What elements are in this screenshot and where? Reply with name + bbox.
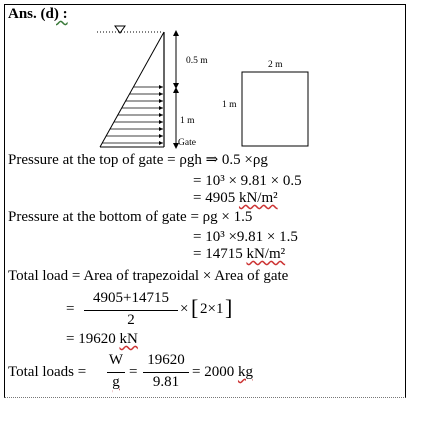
pressure-triangle-edge xyxy=(100,32,164,147)
pressure-arrow-head xyxy=(159,134,163,138)
top-pressure-heading: Pressure at the top of gate = ρgh ⇒ 0.5 ×ρg xyxy=(8,152,268,168)
bottom-pressure-step1: = 10³ ×9.81 × 1.5 xyxy=(193,229,298,245)
pressure-arrows xyxy=(102,85,163,145)
gate-height-label: 1 m xyxy=(180,116,195,126)
bottom-pressure-step2: = 14715 kN/m² xyxy=(193,246,286,262)
water-surface-symbol-icon xyxy=(115,26,125,33)
answer-label: Ans. (d) : xyxy=(8,6,68,22)
square-height-label: 1 m xyxy=(222,100,237,110)
load-numerator: 19620 xyxy=(147,352,185,368)
equals-sign-2: = xyxy=(129,364,138,380)
pressure-arrow-head xyxy=(159,113,163,117)
pressure-arrow-head xyxy=(159,141,163,145)
total-load-heading: Total load = Area of trapezoidal × Area of gate xyxy=(8,268,289,284)
gate-pressure-diagram xyxy=(0,0,428,160)
right-bracket: ] xyxy=(225,295,233,320)
top-pressure-step2: = 4905 kN/m² xyxy=(193,190,278,206)
load-denominator: 9.81 xyxy=(152,374,180,390)
bottom-pressure-heading: Pressure at the bottom of gate = ρg × 1.5 xyxy=(8,209,253,225)
pressure-arrow-head xyxy=(159,106,163,110)
pressure-arrow-head xyxy=(159,99,163,103)
equals-sign: = xyxy=(66,301,75,317)
final-mass: = 2000 kg xyxy=(192,364,253,380)
pressure-arrow-head xyxy=(159,85,163,89)
times-sign: × xyxy=(180,301,189,317)
total-loads-label: Total loads = xyxy=(8,364,87,380)
fraction-bar xyxy=(84,310,178,311)
pressure-arrow-head xyxy=(159,127,163,131)
bracket-content: 2×1 xyxy=(200,301,224,317)
top-pressure-step1: = 10³ × 9.81 × 0.5 xyxy=(193,173,302,189)
g-denominator: g xyxy=(112,374,120,390)
square-width-label: 2 m xyxy=(268,60,283,70)
fraction-denominator: 2 xyxy=(127,312,135,328)
load-fraction-bar xyxy=(143,372,189,373)
left-bracket: [ xyxy=(191,295,199,320)
total-load-result: = 19620 kN xyxy=(66,331,138,347)
pressure-arrow-head xyxy=(159,120,163,124)
gate-square xyxy=(242,72,308,146)
w-numerator: W xyxy=(108,352,124,368)
gate-label: Gate xyxy=(178,138,196,148)
depth-label: 0.5 m xyxy=(186,56,208,66)
fraction-numerator: 4905+14715 xyxy=(93,290,169,306)
pressure-arrow-head xyxy=(159,92,163,96)
w-over-g-bar xyxy=(107,372,125,373)
